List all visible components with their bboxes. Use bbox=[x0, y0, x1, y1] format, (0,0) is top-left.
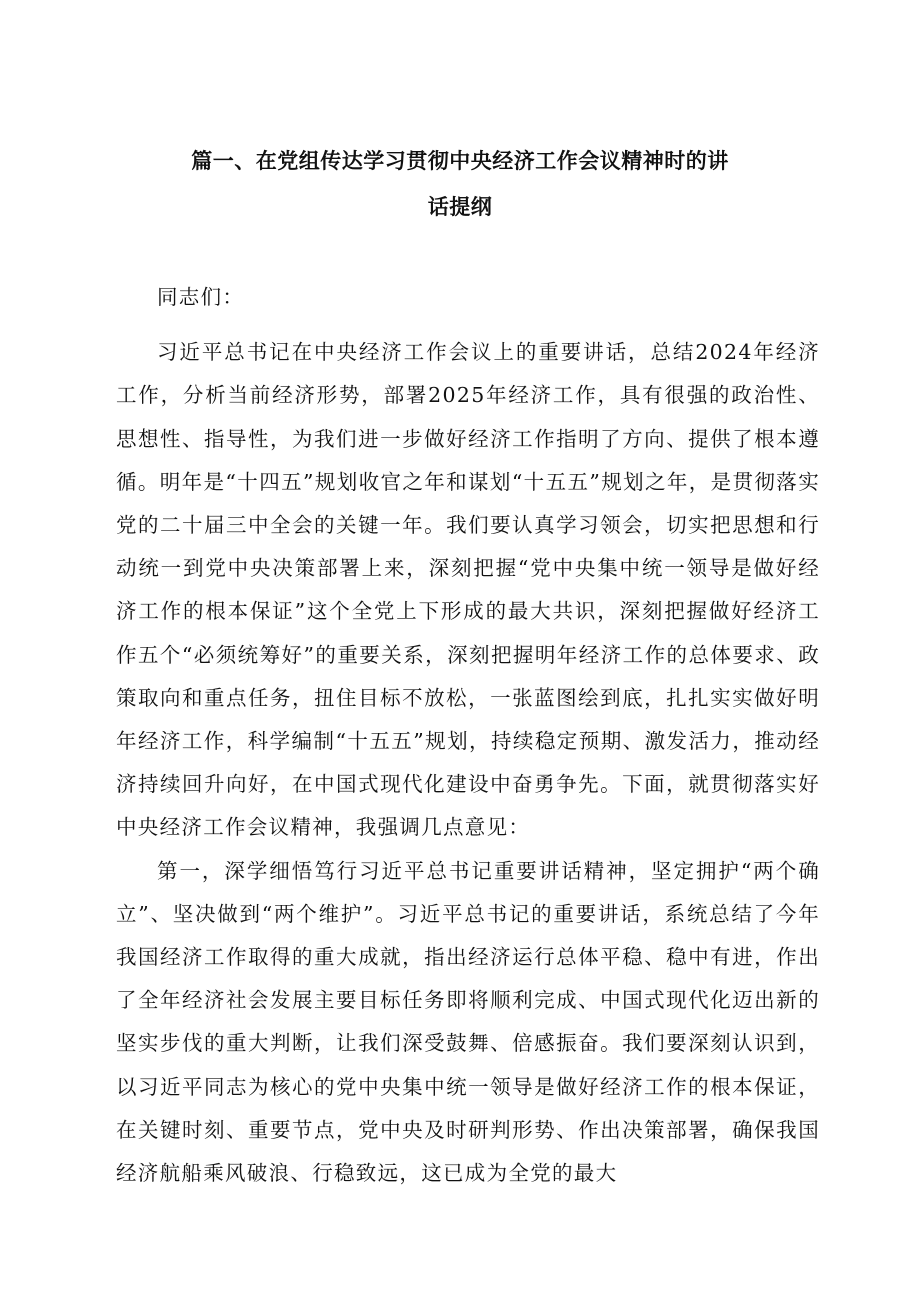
title-line-1: 篇一、在党组传达学习贯彻中央经济工作会议精神时的讲 bbox=[191, 149, 729, 173]
paragraph-1: 习近平总书记在中央经济工作会议上的重要讲话，总结2024年经济工作，分析当前经济形势，部署2025年经济工作，具有很强的政治性、思想性、指导性，为我们进一步做好经济工作指明了方向、提供了根本遵循。明年是“十四五”规划收官之年和谋划“十五五”规划之年，是贯彻落实党的二十届三中全会的关键一年。我们要认真学习领会，切实把思想和行动统一到党中央决策部署上来，深刻把握“党中央集中统一领导是做好经济工作的根本保证”这个全党上下形成的最大共识，深刻把握做好经济工作五个“必须统筹好”的重要关系，深刻把握明年经济工作的总体要求、政策取向和重点任务，扭住目标不放松，一张蓝图绘到底，扎扎实实做好明年经济工作，科学编制“十五五”规划，持续稳定预期、激发活力，推动经济持续回升向好，在中国式现代化建设中奋勇争先。下面，就贯彻落实好中央经济工作会议精神，我强调几点意见： bbox=[116, 340, 820, 840]
title-line-2: 话提纲 bbox=[427, 195, 493, 219]
document-title bbox=[120, 138, 800, 230]
paragraph-2: 第一，深学细悟笃行习近平总书记重要讲话精神，坚定拥护“两个确立”、坚决做到“两个维护”。习近平总书记的重要讲话，系统总结了今年我国经济工作取得的重大成就，指出经济运行总体平稳、稳中有进，作出了全年经济社会发展主要目标任务即将顺利完成、中国式现代化迈出新的坚实步伐的重大判断，让我们深受鼓舞、倍感振奋。我们要深刻认识到，以习近平同志为核心的党中央集中统一领导是做好经济工作的根本保证，在关键时刻、重要节点，党中央及时研判形势、作出决策部署，确保我国经济航船乘风破浪、行稳致远，这已成为全党的最大 bbox=[116, 858, 820, 1186]
document-body bbox=[116, 276, 820, 1195]
salutation: 同志们： bbox=[157, 285, 245, 309]
